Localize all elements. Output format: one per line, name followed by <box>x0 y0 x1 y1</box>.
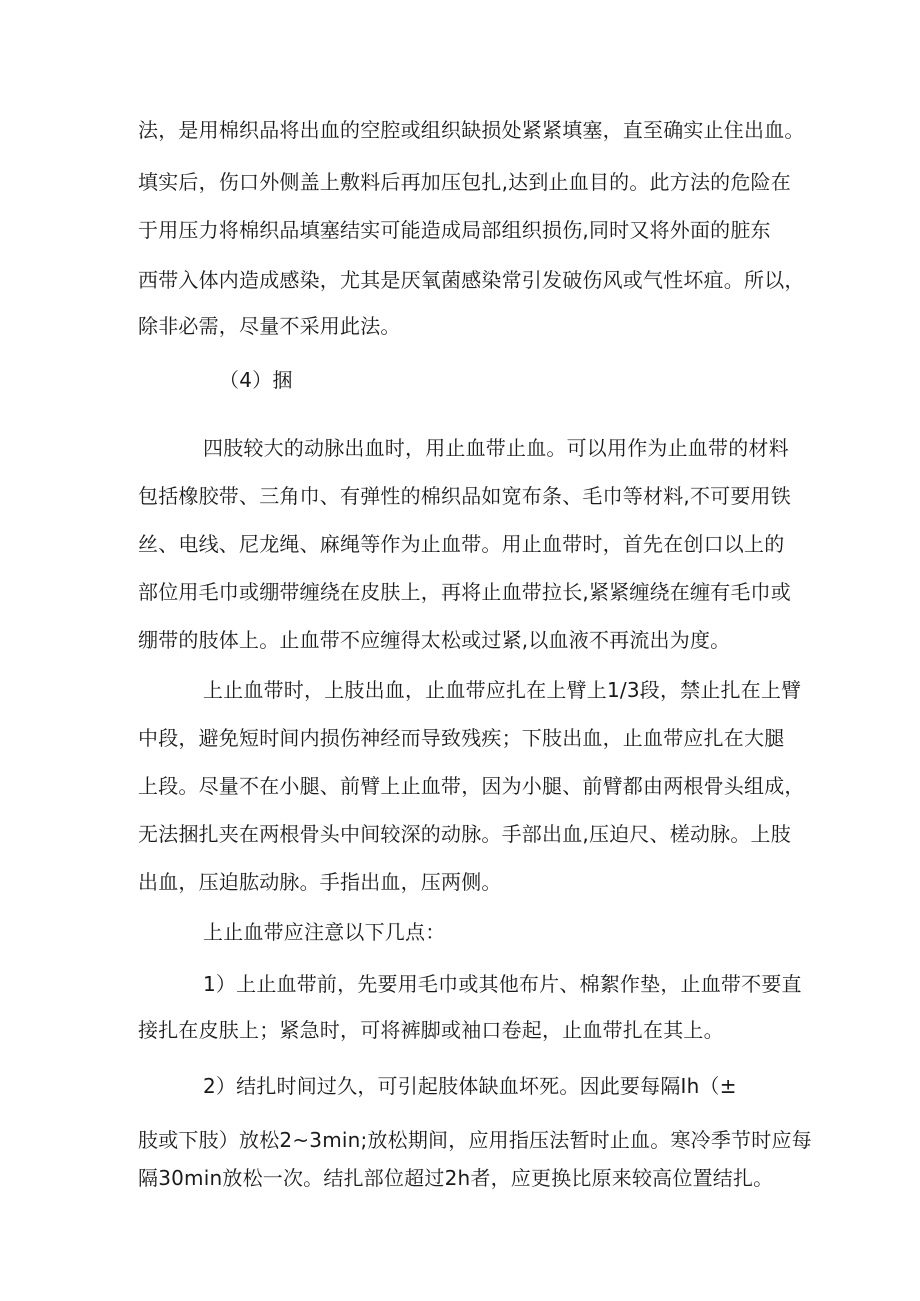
paragraph-line: 法，是用棉织品将出血的空腔或组织缺损处紧紧填塞，直至确实止住出血。 <box>138 118 805 142</box>
paragraph-line: 上止血带时，上肢出血，止血带应扎在上臂上1/3段，禁止扎在上臂 <box>203 678 802 702</box>
paragraph-line: 部位用毛巾或绷带缠绕在皮肤上，再将止血带拉长,紧紧缠绕在缠有毛巾或 <box>138 580 791 604</box>
paragraph-line: 西带入体内造成感染，尤其是厌氧菌感染常引发破伤风或气性坏疽。所以， <box>138 268 805 292</box>
paragraph-line: 无法捆扎夹在两根骨头中间较深的动脉。手部出血,压迫尺、槎动脉。上肢 <box>138 822 791 846</box>
paragraph-line: 四肢较大的动脉出血时，用止血带止血。可以用作为止血带的材料 <box>203 436 789 460</box>
list-item-line: 肢或下肢）放松2~3min;放松期间，应用指压法暂时止血。寒冷季节时应每 <box>138 1128 812 1152</box>
paragraph-line: 上止血带应注意以下几点： <box>203 920 446 944</box>
list-item-line: 接扎在皮肤上；紧急时，可将裤脚或袖口卷起，止血带扎在其上。 <box>138 1018 724 1042</box>
list-item-line: 1）上止血带前，先要用毛巾或其他布片、棉絮作垫，止血带不要直 <box>203 972 802 996</box>
paragraph-line: 丝、电线、尼龙绳、麻绳等作为止血带。用止血带时，首先在创口以上的 <box>138 532 785 556</box>
paragraph-line: 中段，避免短时间内损伤神经而导致残疾；下肢出血，止血带应扎在大腿 <box>138 726 785 750</box>
list-item-line: 2）结扎时间过久，可引起肢体缺血坏死。因此要每隔Ih（± <box>203 1074 737 1098</box>
paragraph-line: 出血，压迫肱动脉。手指出血，压两侧。 <box>138 870 502 894</box>
paragraph-line: 于用压力将棉织品填塞结实可能造成局部组织损伤,同时又将外面的脏东 <box>138 218 771 242</box>
paragraph-line: 包括橡胶带、三角巾、有弹性的棉织品如宽布条、毛巾等材料,不可要用铁 <box>138 484 791 508</box>
list-item-line: 隔30min放松一次。结扎部位超过2h者，应更换比原来较高位置结扎。 <box>138 1166 774 1190</box>
section-heading: （4）捆 <box>219 368 293 392</box>
paragraph-line: 上段。尽量不在小腿、前臂上止血带，因为小腿、前臂都由两根骨头组成， <box>138 774 805 798</box>
paragraph-line: 填实后，伤口外侧盖上敷料后再加压包扎,达到止血目的。此方法的危险在 <box>138 170 791 194</box>
paragraph-line: 除非必需，尽量不采用此法。 <box>138 314 401 338</box>
paragraph-line: 绷带的肢体上。止血带不应缠得太松或过紧,以血液不再流出为度。 <box>138 628 731 652</box>
